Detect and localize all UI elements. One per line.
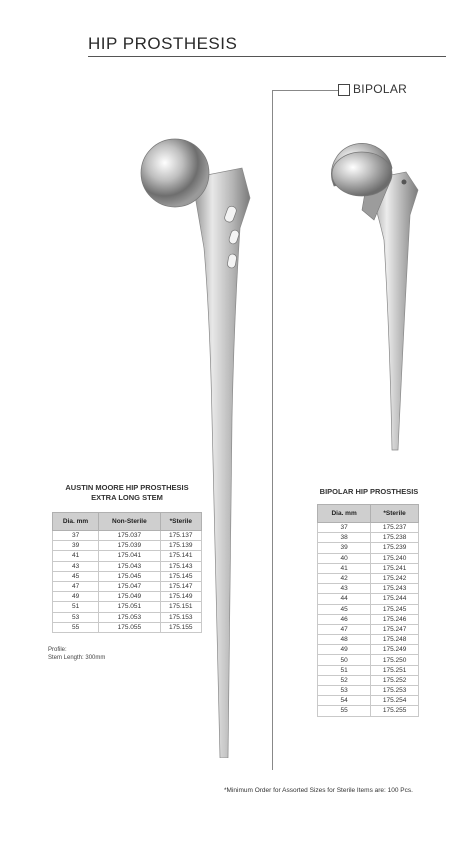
sterile-cell: 175.248 xyxy=(371,635,419,645)
dia-cell: 54 xyxy=(318,696,371,706)
table-row xyxy=(318,563,419,573)
dia-cell: 53 xyxy=(53,612,99,622)
column-header-sterile: *Sterile xyxy=(160,513,201,531)
table-row xyxy=(318,665,419,675)
dia-cell: 55 xyxy=(53,622,99,632)
sterile-cell: 175.255 xyxy=(371,706,419,716)
dia-cell: 46 xyxy=(318,614,371,624)
table-row xyxy=(318,624,419,634)
sterile-cell: 175.240 xyxy=(371,553,419,563)
sterile-cell: 175.155 xyxy=(160,622,201,632)
dia-cell: 38 xyxy=(318,533,371,543)
dia-cell: 53 xyxy=(318,686,371,696)
non-sterile-cell: 175.041 xyxy=(99,551,160,561)
table-row xyxy=(318,706,419,716)
sterile-cell: 175.149 xyxy=(160,592,201,602)
bipolar-checkbox[interactable] xyxy=(338,84,350,96)
dia-cell: 49 xyxy=(318,645,371,655)
stem-shape xyxy=(192,168,250,758)
dia-cell: 45 xyxy=(53,571,99,581)
non-sterile-cell: 175.045 xyxy=(99,571,160,581)
dia-cell: 51 xyxy=(318,665,371,675)
sterile-cell: 175.244 xyxy=(371,594,419,604)
table-row xyxy=(53,531,202,541)
dia-cell: 41 xyxy=(318,563,371,573)
sterile-cell: 175.237 xyxy=(371,523,419,533)
table-row xyxy=(318,533,419,543)
table-row xyxy=(318,645,419,655)
sterile-cell: 175.253 xyxy=(371,686,419,696)
stem-length: Stem Length: 300mm xyxy=(48,655,106,661)
dia-cell: 51 xyxy=(53,602,99,612)
profile-note xyxy=(48,646,105,662)
non-sterile-cell: 175.039 xyxy=(99,541,160,551)
dia-cell: 55 xyxy=(318,706,371,716)
sterile-cell: 175.239 xyxy=(371,543,419,553)
table-row xyxy=(53,592,202,602)
table-row xyxy=(318,553,419,563)
sterile-cell: 175.151 xyxy=(160,602,201,612)
table-row xyxy=(318,614,419,624)
dia-cell: 39 xyxy=(53,541,99,551)
table-row xyxy=(53,561,202,571)
sterile-cell: 175.145 xyxy=(160,571,201,581)
non-sterile-cell: 175.037 xyxy=(99,531,160,541)
column-header-dia: Dia. mm xyxy=(53,513,99,531)
austin-caption-line2: EXTRA LONG STEM xyxy=(91,493,163,502)
dia-cell: 43 xyxy=(318,584,371,594)
table-row xyxy=(53,622,202,632)
column-header-non-sterile: Non-Sterile xyxy=(99,513,160,531)
non-sterile-cell: 175.053 xyxy=(99,612,160,622)
sterile-cell: 175.153 xyxy=(160,612,201,622)
column-header-dia: Dia. mm xyxy=(318,505,371,523)
dia-cell: 39 xyxy=(318,543,371,553)
bipolar-table xyxy=(317,504,419,717)
dia-cell: 37 xyxy=(53,531,99,541)
non-sterile-cell: 175.051 xyxy=(99,602,160,612)
dia-cell: 44 xyxy=(318,594,371,604)
sterile-cell: 175.251 xyxy=(371,665,419,675)
sterile-cell: 175.243 xyxy=(371,584,419,594)
dia-cell: 48 xyxy=(318,635,371,645)
sterile-cell: 175.246 xyxy=(371,614,419,624)
table-row xyxy=(53,571,202,581)
bipolar-callout-horizontal-line xyxy=(272,90,338,91)
sterile-cell: 175.242 xyxy=(371,573,419,583)
dia-cell: 47 xyxy=(53,581,99,591)
table-row xyxy=(318,635,419,645)
sterile-cell: 175.249 xyxy=(371,645,419,655)
dia-cell: 37 xyxy=(318,523,371,533)
sterile-cell: 175.147 xyxy=(160,581,201,591)
dia-cell: 43 xyxy=(53,561,99,571)
sterile-cell: 175.254 xyxy=(371,696,419,706)
table-row xyxy=(53,602,202,612)
sterile-cell: 175.250 xyxy=(371,655,419,665)
dia-cell: 50 xyxy=(318,655,371,665)
column-header-sterile: *Sterile xyxy=(371,505,419,523)
sterile-cell: 175.252 xyxy=(371,675,419,685)
austin-caption-line1: AUSTIN MOORE HIP PROSTHESIS xyxy=(65,483,189,492)
sterile-cell: 175.245 xyxy=(371,604,419,614)
dia-cell: 40 xyxy=(318,553,371,563)
non-sterile-cell: 175.047 xyxy=(99,581,160,591)
bipolar-label: BIPOLAR xyxy=(353,82,408,96)
non-sterile-cell: 175.055 xyxy=(99,622,160,632)
table-row xyxy=(53,612,202,622)
sterile-cell: 175.247 xyxy=(371,624,419,634)
table-row xyxy=(318,543,419,553)
austin-moore-caption xyxy=(48,483,206,503)
dia-cell: 49 xyxy=(53,592,99,602)
table-row xyxy=(318,696,419,706)
femoral-head xyxy=(141,139,209,207)
profile-label: Profile: xyxy=(48,647,67,653)
table-row xyxy=(318,594,419,604)
dia-cell: 42 xyxy=(318,573,371,583)
sterile-cell: 175.238 xyxy=(371,533,419,543)
dia-cell: 45 xyxy=(318,604,371,614)
title-divider xyxy=(88,56,446,57)
table-row xyxy=(318,573,419,583)
sterile-cell: 175.141 xyxy=(160,551,201,561)
table-row xyxy=(318,686,419,696)
sterile-cell: 175.143 xyxy=(160,561,201,571)
table-row xyxy=(318,655,419,665)
sterile-cell: 175.137 xyxy=(160,531,201,541)
table-row xyxy=(318,523,419,533)
table-row xyxy=(318,584,419,594)
sterile-cell: 175.241 xyxy=(371,563,419,573)
non-sterile-cell: 175.049 xyxy=(99,592,160,602)
austin-moore-prosthesis-image xyxy=(130,118,260,758)
bipolar-callout-vertical-line xyxy=(272,90,273,770)
table-row xyxy=(318,675,419,685)
table-row xyxy=(53,551,202,561)
dia-cell: 52 xyxy=(318,675,371,685)
table-row xyxy=(53,541,202,551)
bipolar-prosthesis-image xyxy=(318,120,428,460)
non-sterile-cell: 175.043 xyxy=(99,561,160,571)
dia-cell: 47 xyxy=(318,624,371,634)
sterile-cell: 175.139 xyxy=(160,541,201,551)
austin-moore-table xyxy=(52,512,202,633)
table-row xyxy=(318,604,419,614)
minimum-order-footnote: *Minimum Order for Assorted Sizes for Sterile Items are: 100 Pcs. xyxy=(224,787,413,794)
dia-cell: 41 xyxy=(53,551,99,561)
page-title: HIP PROSTHESIS xyxy=(88,34,238,53)
bipolar-caption: BIPOLAR HIP PROSTHESIS xyxy=(319,487,419,496)
table-row xyxy=(53,581,202,591)
